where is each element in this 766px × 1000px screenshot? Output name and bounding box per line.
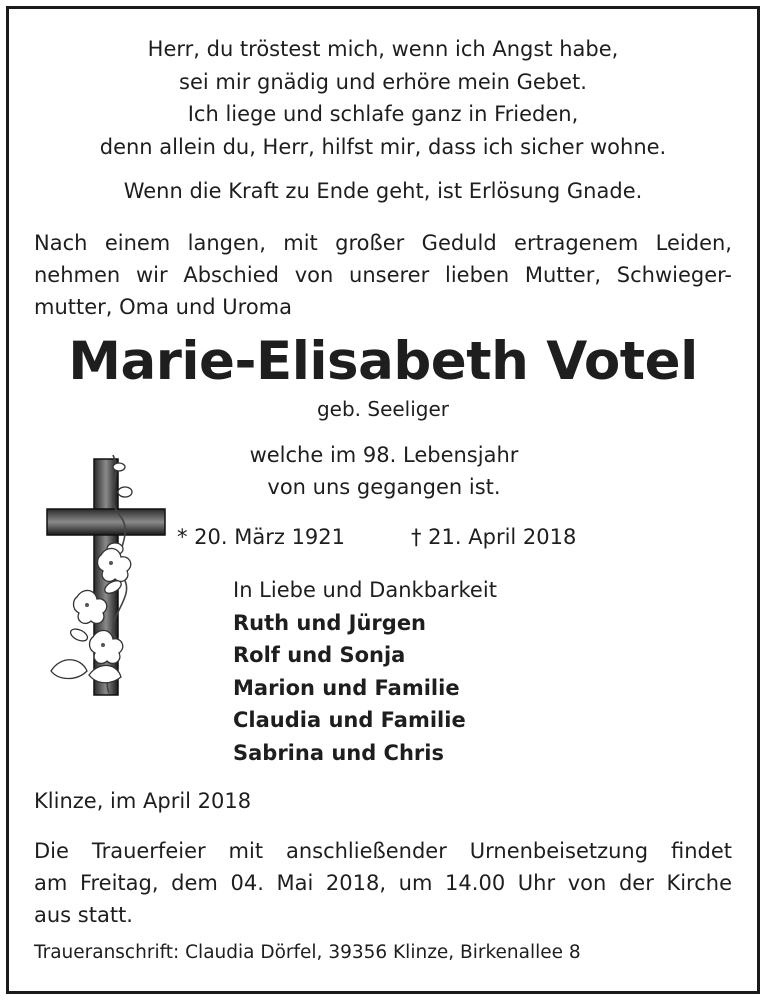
intro-text (34, 227, 732, 323)
verse-line: Herr, du tröstest mich, wenn ich Angst habe, (147, 37, 619, 61)
birth-date: * 20. März 1921 (177, 525, 346, 549)
deceased-name: Marie-Elisabeth Votel (68, 331, 698, 392)
mourners-heading: In Liebe und Dankbarkeit (233, 578, 497, 602)
birth-name: geb. Seeliger (316, 397, 450, 421)
death-date: † 21. April 2018 (411, 525, 577, 549)
verse-line: Ich liege und schlafe ganz in Frieden, (187, 102, 579, 126)
mourners-list (233, 574, 497, 769)
age-line: welche im 98. Lebensjahr (249, 443, 519, 467)
mourner-name: Rolf und Sonja (233, 643, 406, 667)
place-date: Klinze, im April 2018 (34, 789, 252, 813)
service-line: Die Trauerfeier mit anschließender Urnenbeisetzung findet (34, 839, 732, 863)
mourner-name: Claudia und Familie (233, 708, 466, 732)
mourning-address: Traueranschrift: Claudia Dörfel, 39356 Klinze, Birkenallee 8 (34, 942, 581, 963)
age-statement (149, 439, 619, 503)
intro-line: mutter, Oma und Uroma (34, 295, 293, 319)
verse-line: denn allein du, Herr, hilfst mir, dass ich sicher wohne. (99, 134, 667, 159)
age-line: von uns gegangen ist. (267, 475, 501, 499)
verse-line: sei mir gnädig und erhöre mein Gebet. (179, 69, 587, 94)
intro-line: nehmen wir Abschied von unserer lieben Mutter, Schwieger- (34, 263, 732, 287)
motto: Wenn die Kraft zu Ende geht, ist Erlösung Gnade. (123, 179, 643, 203)
service-line: am Freitag, dem 04. Mai 2018, um 14.00 Uhr von der Kirche (34, 871, 732, 895)
mourner-name: Sabrina und Chris (233, 740, 444, 765)
service-line: aus statt. (34, 903, 133, 927)
intro-line: Nach einem langen, mit großer Geduld ertragenem Leiden, (34, 231, 732, 255)
funeral-service-info (34, 835, 732, 931)
mourner-name: Marion und Familie (233, 675, 460, 700)
mourner-name: Ruth und Jürgen (233, 610, 427, 635)
obituary-notice (9, 9, 757, 991)
bible-verse (9, 33, 757, 163)
